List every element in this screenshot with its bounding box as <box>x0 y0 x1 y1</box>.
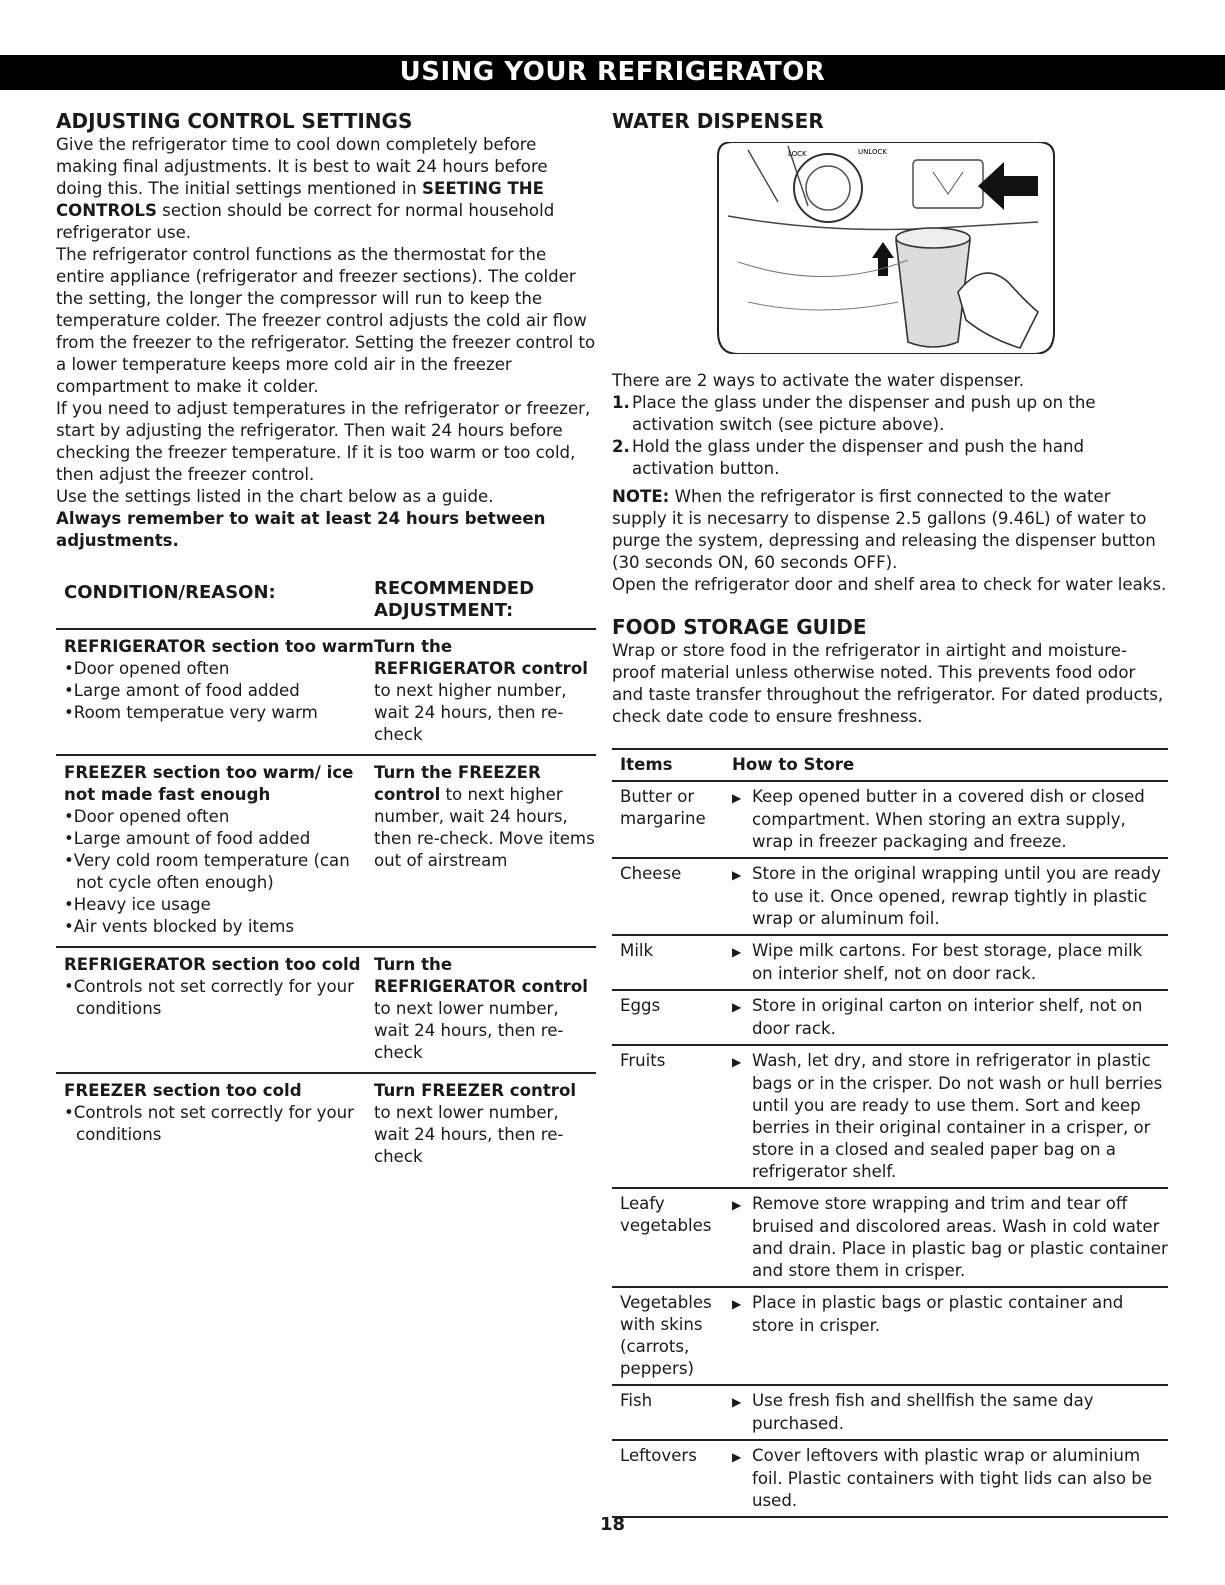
food-row <box>612 782 1168 859</box>
water-note <box>612 486 1168 574</box>
food-how <box>732 1445 1168 1512</box>
food-how <box>732 1390 1168 1435</box>
water-step <box>612 392 1168 436</box>
triangle-right-icon: ▶ <box>732 1395 742 1409</box>
triangle-right-icon: ▶ <box>732 1297 742 1311</box>
food-how <box>732 1050 1168 1183</box>
bold-run: SEETING THE CONTROLS <box>56 179 544 220</box>
food-item: Fruits <box>620 1051 666 1070</box>
adjustment-cell <box>374 762 596 938</box>
triangle-right-icon: ▶ <box>732 868 742 882</box>
condition-cell <box>64 954 374 1064</box>
note-text: When the refrigerator is first connected to the water supply it is necesarry to dispense 2.5 gallons (9.46L) of water to purge the system, depressing and releasing the dispenser button (30 seconds ON, 60 seconds OFF). <box>612 487 1156 572</box>
condition-table-header <box>56 578 596 630</box>
food-item: Cheese <box>620 864 682 883</box>
adjustment-bold: Turn the REFRIGERATOR control <box>374 637 588 678</box>
condition-title: FREEZER section too cold <box>64 1081 302 1100</box>
adjusting-paragraph-5 <box>56 508 596 552</box>
food-how-text: Wipe milk cartons. For best storage, place milk on interior shelf, not on door rack. <box>752 941 1143 983</box>
food-title: FOOD STORAGE GUIDE <box>612 615 867 639</box>
adjustment-text: to next lower number, wait 24 hours, then re-check <box>374 1103 564 1166</box>
adjustment-bold: Turn the FREEZER control <box>374 763 541 804</box>
food-row <box>612 859 1168 936</box>
text-run: Give the refrigerator time to cool down completely before making final adjustments. It is best to wait 24 hours before doing this. The initial settings mentioned in <box>56 135 548 198</box>
food-item: Fish <box>620 1391 653 1410</box>
note-label: NOTE: <box>612 487 670 506</box>
water-title: WATER DISPENSER <box>612 109 824 133</box>
triangle-right-icon: ▶ <box>732 945 742 959</box>
step-text: Hold the glass under the dispenser and push the hand activation button. <box>632 437 1085 478</box>
page-banner: USING YOUR REFRIGERATOR <box>0 55 1225 90</box>
food-item: Butter or margarine <box>620 787 706 828</box>
triangle-right-icon: ▶ <box>732 791 742 805</box>
condition-bullet: •Room temperatue very warm <box>64 703 318 722</box>
adjustment-bold: Turn FREEZER control <box>374 1081 577 1100</box>
condition-bullet: •Door opened often <box>64 807 230 826</box>
food-how <box>732 940 1168 985</box>
triangle-right-icon: ▶ <box>732 1450 742 1464</box>
lock-label: LOCK <box>788 150 807 158</box>
food-row <box>612 991 1168 1046</box>
food-how-text: Wash, let dry, and store in refrigerator in plastic bags or in the crisper. Do not wash or hull berries until you are ready to use them. Sort and keep berries in their original container in a crisper, or store in a closed and sealed paper bag on a refrigerator shelf. <box>752 1051 1163 1181</box>
adjusting-paragraph-3: If you need to adjust temperatures in the refrigerator or freezer, start by adjusting the refrigerator. Then wait 24 hours before checking the freezer temperature. If it is too warm or too cold, then adjust the freezer control. <box>56 399 591 484</box>
adjustment-cell <box>374 1080 596 1168</box>
adjustment-bold: Turn the REFRIGERATOR control <box>374 955 588 996</box>
food-item: Eggs <box>620 996 661 1015</box>
header-adjustment: RECOMMENDED ADJUSTMENT: <box>374 578 535 621</box>
adjusting-paragraph-1 <box>56 134 596 244</box>
unlock-label: UNLOCK <box>858 148 887 156</box>
food-how-text: Use fresh fish and shellfish the same day purchased. <box>752 1391 1094 1433</box>
food-how <box>732 1193 1168 1282</box>
food-row <box>612 1288 1168 1386</box>
food-how-text: Store in original carton on interior shelf, not on door rack. <box>752 996 1143 1038</box>
text-run: section should be correct for normal household refrigerator use. <box>56 201 555 242</box>
adjustment-text: to next higher number, wait 24 hours, then re-check <box>374 681 567 744</box>
condition-bullet: •Air vents blocked by items <box>64 917 295 936</box>
food-row <box>612 1386 1168 1441</box>
water-step <box>612 436 1168 480</box>
water-intro: There are 2 ways to activate the water dispenser. <box>612 371 1025 390</box>
food-table <box>612 748 1168 1518</box>
adjustment-text: to next higher number, wait 24 hours, then re-check. Move items out of airstream <box>374 785 595 870</box>
food-row <box>612 1189 1168 1288</box>
adjustment-cell <box>374 954 596 1064</box>
condition-bullet: •Large amount of food added <box>64 829 311 848</box>
header-condition: CONDITION/REASON: <box>64 582 276 603</box>
food-how-text: Cover leftovers with plastic wrap or aluminium foil. Plastic containers with tight lids can also be used. <box>752 1446 1153 1510</box>
food-item: Vegetables with skins (carrots, peppers) <box>620 1293 712 1378</box>
left-arrow-icon <box>978 162 1038 210</box>
condition-title: FREEZER section too warm/ ice not made fast enough <box>64 763 354 804</box>
triangle-right-icon: ▶ <box>732 1055 742 1069</box>
food-table-header <box>612 750 1168 782</box>
header-items: Items <box>620 755 673 774</box>
condition-title: REFRIGERATOR section too cold <box>64 955 361 974</box>
food-row <box>612 1441 1168 1518</box>
right-column <box>612 108 1168 1518</box>
condition-cell <box>64 1080 374 1168</box>
condition-bullet: •Door opened often <box>64 659 230 678</box>
adjusting-paragraph-4: Use the settings listed in the chart below as a guide. <box>56 487 494 506</box>
left-column <box>56 108 596 1176</box>
water-open-check: Open the refrigerator door and shelf area to check for water leaks. <box>612 575 1167 594</box>
food-how-text: Place in plastic bags or plastic container and store in crisper. <box>752 1293 1124 1335</box>
food-how <box>732 995 1168 1040</box>
adjustment-cell <box>374 636 596 746</box>
food-item: Leafy vegetables <box>620 1194 712 1235</box>
adjusting-paragraph-2: The refrigerator control functions as the thermostat for the entire appliance (refrigerator and freezer sections). The colder the setting, the longer the compressor will run to keep the temperature colder. The freezer control adjusts the cold air flow from the freezer to the refrigerator. Setting the freezer control to a lower temperature keeps more cold air in the freezer compartment to make it colder. <box>56 245 596 396</box>
condition-row <box>56 630 596 756</box>
condition-title: REFRIGERATOR section too warm <box>64 637 374 656</box>
food-how-text: Remove store wrapping and trim and tear off bruised and discolored areas. Wash in cold water and drain. Place in plastic bag or plastic container and store them in crisper. <box>752 1194 1168 1280</box>
condition-bullet: •Large amont of food added <box>64 681 300 700</box>
water-dispenser-illustration <box>708 142 1058 354</box>
triangle-right-icon: ▶ <box>732 1000 742 1014</box>
page-number: 18 <box>599 1514 626 1535</box>
food-how <box>732 863 1168 930</box>
condition-cell <box>64 762 374 938</box>
condition-row <box>56 948 596 1074</box>
condition-cell <box>64 636 374 746</box>
condition-bullet: •Heavy ice usage <box>64 895 211 914</box>
condition-bullet: •Controls not set correctly for your conditions <box>64 1103 354 1144</box>
step-number: 2. <box>612 437 630 456</box>
food-row <box>612 1046 1168 1189</box>
water-steps <box>612 392 1168 480</box>
food-how-text: Keep opened butter in a covered dish or closed compartment. When storing an extra supply, wrap in freezer packaging and freeze. <box>752 787 1145 851</box>
condition-table <box>56 578 596 1176</box>
food-how <box>732 1292 1168 1380</box>
condition-bullet: •Controls not set correctly for your conditions <box>64 977 354 1018</box>
adjustment-text: to next lower number, wait 24 hours, then re-check <box>374 999 564 1062</box>
food-item: Leftovers <box>620 1446 697 1465</box>
bold-run: Always remember to wait at least 24 hours between adjustments. <box>56 509 546 550</box>
condition-row <box>56 1074 596 1176</box>
food-item: Milk <box>620 941 654 960</box>
adjusting-title: ADJUSTING CONTROL SETTINGS <box>56 109 413 133</box>
food-how <box>732 786 1168 853</box>
condition-bullet: •Very cold room temperature (can not cycle often enough) <box>64 851 350 892</box>
step-text: Place the glass under the dispenser and push up on the activation switch (see picture above). <box>632 393 1096 434</box>
food-row <box>612 936 1168 991</box>
triangle-right-icon: ▶ <box>732 1198 742 1212</box>
food-how-text: Store in the original wrapping until you are ready to use it. Once opened, rewrap tightly in plastic wrap or aluminum foil. <box>752 864 1162 928</box>
header-how: How to Store <box>732 755 855 774</box>
condition-row <box>56 756 596 948</box>
step-number: 1. <box>612 393 630 412</box>
food-intro: Wrap or store food in the refrigerator in airtight and moisture-proof material unless otherwise noted. This prevents food odor and taste transfer throughout the refrigerator. For dated products, check date code to ensure freshness. <box>612 641 1164 726</box>
